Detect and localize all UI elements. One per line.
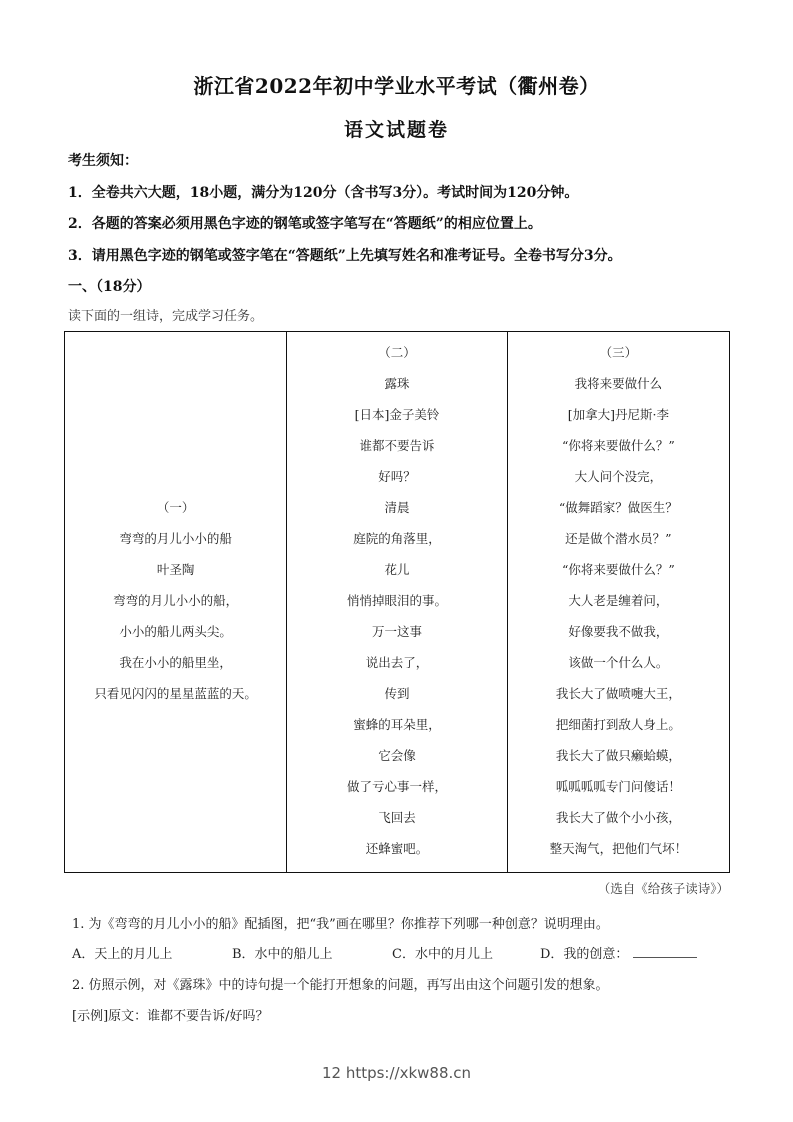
poem-line: 说出去了， [365,655,429,670]
page-number: 12 [321,1064,342,1082]
question-2: 2. 仿照示例，对《露珠》中的诗句提一个能打开想象的问题，再写出由这个问题引发的想象。 [72,978,609,993]
notice-item-2: 2．各题的答案必须用黑色字迹的钢笔或签字笔写在“答题纸”的相应位置上。 [68,216,542,232]
document-title: 浙江省2022年初中学业水平考试（衢州卷） [193,74,600,98]
footer-link[interactable]: https://xkw88.cn [345,1064,472,1082]
poem-line: 大人老是缠着问， [568,593,669,608]
poem-line: “做舞蹈家？做医生？ [558,500,678,515]
poem-line: 我长大了做个小小孩， [555,810,681,825]
page-footer [0,1064,793,1082]
poem-line: 花儿 [384,562,410,577]
poem-line: 蜜蜂的耳朵里， [353,717,441,732]
question-2-example: [示例]原文：谁都不要告诉/好吗？ [72,1009,269,1024]
poem-number: （三） [599,345,638,360]
poem-line: 庭院的角落里， [353,531,441,546]
poem-number: （一） [156,500,195,515]
poem-line: “你将来要做什么？” [561,438,675,453]
poem-line: 万一这事 [371,624,422,639]
poem-line: 呱呱呱呱专门问傻话！ [555,779,681,794]
poem-line: 我在小小的船里坐， [119,655,232,670]
poem-line: 做了亏心事一样， [346,779,447,794]
poem-line: 还是做个潜水员？” [565,531,672,546]
poem-line: 传到 [384,686,410,701]
poem-line: 还蜂蜜吧。 [365,841,429,856]
poem-source: （选自《给孩子读诗》） [597,881,729,896]
poem-line: 悄悄掉眼泪的事。 [346,593,447,608]
option-d-label: D．我的创意： [540,947,629,962]
option-a: A．天上的月儿上 [72,947,173,962]
notice-item-3: 3．请用黑色字迹的钢笔或签字笔在“答题纸”上先填写姓名和准考证号。全卷书写分3分。 [68,248,622,264]
poem-line: 谁都不要告诉 [359,438,435,453]
poem-line: 只看见闪闪的星星蓝蓝的天。 [94,686,257,701]
poem-line: 大人问个没完， [574,469,663,484]
section-instruction: 读下面的一组诗，完成学习任务。 [68,309,264,324]
option-d [540,943,697,962]
poem-column-3 [507,332,729,872]
poem-author: [日本]金子美铃 [354,407,440,422]
option-b: B．水中的船儿上 [232,947,333,962]
poem-line: 好像要我不做我， [568,624,669,639]
poem-line: 小小的船儿两头尖。 [119,624,232,639]
poem-column-2 [286,332,506,872]
poem-line: 弯弯的月儿小小的船， [113,593,239,608]
section-heading: 一、（18分） [68,279,151,295]
poem-author: [加拿大]丹尼斯·李 [567,407,669,422]
poem-title: 弯弯的月儿小小的船 [119,531,232,546]
poem-line: 飞回去 [378,810,416,825]
poem-line: 它会像 [378,748,416,763]
poem-line: 好吗？ [378,469,416,484]
document-subtitle: 语文试题卷 [343,119,449,141]
poem-title: 我将来要做什么 [574,376,663,391]
notice-item-1: 1．全卷共六大题，18小题，满分为120分（含书写3分）。考试时间为120分钟。 [68,185,579,201]
poem-line: 把细菌打到敌人身上。 [555,717,681,732]
poem-author: 叶圣陶 [156,562,195,577]
notice-heading: 考生须知： [68,153,138,169]
poem-line: 清晨 [384,500,410,515]
poem-line: 整天淘气，把他们气坏！ [549,841,688,856]
poem-column-1 [65,332,286,872]
option-c: C．水中的月儿上 [392,947,493,962]
poem-line: 我长大了做喷嚏大王， [555,686,681,701]
poem-line: 该做一个什么人。 [568,655,669,670]
answer-blank[interactable] [633,946,697,958]
poem-number: （二） [378,345,416,360]
poem-line: 我长大了做只癞蛤蟆， [555,748,681,763]
poem-line: “你将来要做什么？” [561,562,675,577]
question-1: 1. 为《弯弯的月儿小小的船》配插图，把“我”画在哪里？你推荐下列哪一种创意？说明理由。 [72,917,609,932]
poem-title: 露珠 [384,376,410,391]
poem-table [64,331,730,873]
